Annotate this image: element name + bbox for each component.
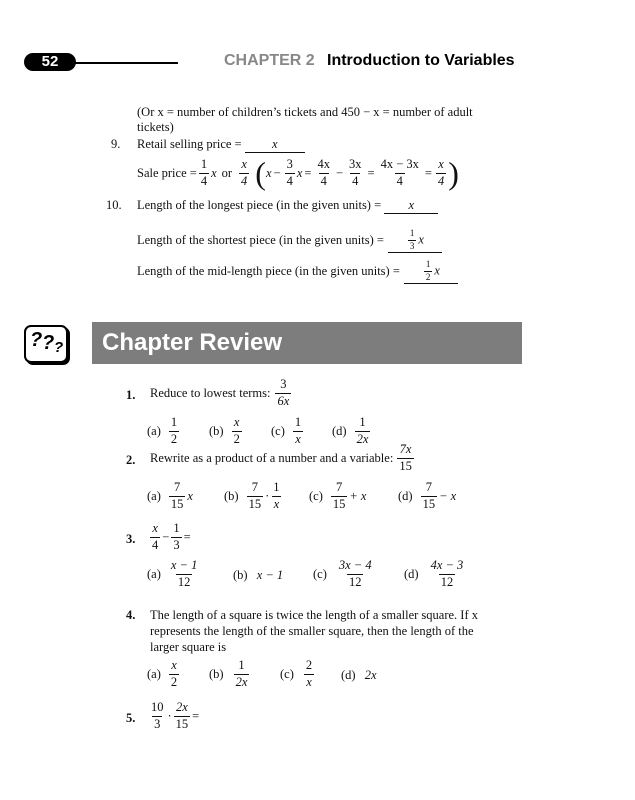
option-label: (b) xyxy=(224,488,239,503)
chapter-title: Introduction to Variables xyxy=(327,52,515,69)
denominator: 2 xyxy=(425,271,431,282)
option-label: (c) xyxy=(313,566,327,581)
numerator: x xyxy=(233,415,240,429)
q1-number: 1. xyxy=(126,388,136,402)
page-number: 52 xyxy=(24,53,76,71)
fraction xyxy=(271,481,281,512)
denominator: 12 xyxy=(440,574,454,589)
item10-number: 10. xyxy=(106,198,122,212)
retail-label: Retail selling price = xyxy=(137,137,242,151)
denominator: 15 xyxy=(170,496,184,511)
option-label: (d) xyxy=(341,668,356,682)
fraction xyxy=(337,559,374,590)
fraction xyxy=(275,378,291,409)
numerator: x xyxy=(171,658,177,672)
question-glyph: ? xyxy=(30,329,43,351)
q5-number: 5. xyxy=(126,711,136,725)
equals-sign: = xyxy=(192,708,200,723)
option-label: (a) xyxy=(147,666,161,681)
variable: x xyxy=(211,165,217,180)
fraction xyxy=(315,158,332,189)
or-word: or xyxy=(221,165,233,180)
fraction xyxy=(232,416,242,447)
question-marks-icon xyxy=(24,325,68,363)
denominator: x xyxy=(273,496,280,511)
q4-option-c xyxy=(280,659,316,690)
equals-sign: = xyxy=(183,529,191,544)
option-label: (d) xyxy=(398,488,413,503)
fraction xyxy=(436,158,446,189)
denominator: 4 xyxy=(241,173,248,188)
equals-sign: = xyxy=(424,165,432,180)
retail-value: x xyxy=(245,137,305,153)
fraction xyxy=(149,701,166,732)
item9-sale-line xyxy=(137,157,459,189)
denominator: 4 xyxy=(152,537,159,552)
q4-number: 4. xyxy=(126,608,136,622)
q4-text-line3: larger square is xyxy=(150,640,227,654)
numerator: x xyxy=(241,156,247,171)
denominator: 4 xyxy=(286,173,293,188)
question-glyph: ? xyxy=(54,339,64,356)
denominator: 3 xyxy=(154,716,161,731)
denominator: 15 xyxy=(175,716,189,731)
numerator: 1 xyxy=(238,658,245,672)
q5-expression xyxy=(147,701,199,732)
q3-option-b xyxy=(233,568,283,583)
numerator: 1 xyxy=(409,228,415,238)
numerator: 4x − 3x xyxy=(380,156,419,171)
fraction xyxy=(429,559,466,590)
denominator: 2x xyxy=(235,674,248,689)
numerator: 1 xyxy=(425,259,431,269)
denominator: 2 xyxy=(170,431,178,446)
fraction xyxy=(408,229,417,252)
fraction xyxy=(331,481,348,512)
q3-option-a xyxy=(147,559,201,590)
fraction xyxy=(169,559,199,590)
dot-operator: · xyxy=(167,708,172,723)
item8-continuation-line1: (Or x = number of children’s tickets and 450 − x = number of adult xyxy=(137,105,473,119)
numerator: 4x xyxy=(317,156,330,171)
header-rule xyxy=(70,62,178,64)
numerator: 1 xyxy=(359,415,366,429)
fraction xyxy=(171,522,181,553)
equals-sign: = xyxy=(367,165,375,180)
denominator: 4 xyxy=(396,173,403,188)
denominator: 6x xyxy=(277,393,290,408)
q2-number: 2. xyxy=(126,453,136,467)
item9-number: 9. xyxy=(111,137,121,151)
fraction xyxy=(234,659,250,690)
longest-label: Length of the longest piece (in the given units) = xyxy=(137,198,382,212)
fraction xyxy=(421,481,438,512)
numerator: 1 xyxy=(170,415,178,429)
numerator: x xyxy=(438,156,444,171)
fraction xyxy=(169,659,179,690)
fraction xyxy=(169,416,179,447)
numerator: 1 xyxy=(200,156,208,171)
shortest-value xyxy=(388,229,442,253)
equals-sign: = xyxy=(304,165,312,180)
fraction xyxy=(174,701,191,732)
numerator: 3x − 4 xyxy=(338,558,372,572)
fraction xyxy=(285,158,295,189)
numerator: 3 xyxy=(280,377,287,391)
fraction xyxy=(199,158,209,189)
q4-option-b xyxy=(209,659,251,690)
option-suffix: x xyxy=(187,488,193,503)
denominator: 12 xyxy=(348,574,362,589)
numerator: 7 xyxy=(174,480,181,494)
denominator: 2 xyxy=(233,431,240,446)
q2-option-d xyxy=(398,481,456,512)
q3-option-d xyxy=(404,559,467,590)
item9-retail-line xyxy=(137,137,305,153)
q2-option-a xyxy=(147,481,193,512)
q1-prompt xyxy=(150,378,293,409)
longest-value: x xyxy=(384,198,438,214)
q4-option-d xyxy=(341,668,377,683)
q3-number: 3. xyxy=(126,532,136,546)
denominator: 3 xyxy=(173,537,180,552)
q4-text-line1: The length of a square is twice the length of a smaller square. If x xyxy=(150,608,479,622)
denominator: 4 xyxy=(320,173,327,188)
item8-continuation-line2: tickets) xyxy=(137,120,174,134)
option-label: (b) xyxy=(233,568,248,582)
option-label: (c) xyxy=(280,666,294,681)
numerator: 1 xyxy=(273,480,280,494)
question-glyph: ? xyxy=(42,332,55,354)
denominator: 15 xyxy=(399,458,412,473)
q1-text: Reduce to lowest terms: xyxy=(150,385,271,400)
option-text: 2x xyxy=(364,668,377,682)
q2-prompt xyxy=(150,443,416,474)
chapter-review-heading: Chapter Review xyxy=(92,322,522,364)
chapter-label: CHAPTER 2 xyxy=(224,52,315,69)
fraction xyxy=(239,158,249,189)
option-text: x − 1 xyxy=(256,568,284,582)
numerator: 2x xyxy=(176,700,188,714)
option-label: (c) xyxy=(271,423,285,438)
shortest-label: Length of the shortest piece (in the given units) = xyxy=(137,233,384,248)
q4-option-a xyxy=(147,659,181,690)
denominator: 3 xyxy=(409,240,415,251)
numerator: 7 xyxy=(336,480,343,494)
fraction xyxy=(293,416,303,447)
mid-label: Length of the mid-length piece (in the given units) = xyxy=(137,264,400,279)
numerator: 2 xyxy=(305,658,313,672)
numerator: 7 xyxy=(425,480,432,494)
fraction xyxy=(424,260,433,283)
denominator: 2 xyxy=(170,674,178,689)
q1-option-c xyxy=(271,416,305,447)
variable: x xyxy=(265,165,272,180)
variable: x xyxy=(418,232,424,247)
mid-value xyxy=(404,260,458,284)
q1-option-d xyxy=(332,416,372,447)
fraction xyxy=(355,416,371,447)
denominator: 15 xyxy=(332,496,346,511)
fraction xyxy=(150,522,160,553)
right-paren: ) xyxy=(448,155,459,191)
option-label: (a) xyxy=(147,488,161,503)
minus-sign: − xyxy=(162,529,170,544)
option-label: (b) xyxy=(209,423,224,438)
fraction xyxy=(379,158,421,189)
denominator: 15 xyxy=(248,496,262,511)
option-label: (b) xyxy=(209,666,224,681)
item10-longest-line xyxy=(137,198,438,214)
variable: x xyxy=(434,263,440,278)
option-label: (d) xyxy=(404,566,419,581)
option-suffix: + x xyxy=(349,488,367,503)
numerator: 1 xyxy=(294,415,302,429)
option-label: (a) xyxy=(147,423,161,438)
denominator: 12 xyxy=(177,574,191,589)
option-label: (a) xyxy=(147,566,161,581)
numerator: x xyxy=(152,521,158,535)
option-label: (c) xyxy=(309,488,323,503)
option-suffix: − x xyxy=(439,488,457,503)
variable: x xyxy=(296,165,303,180)
q1-option-b xyxy=(209,416,244,447)
q2-option-c xyxy=(309,481,366,512)
dot-operator: · xyxy=(265,488,270,503)
denominator: 15 xyxy=(422,496,436,511)
fraction xyxy=(397,443,414,474)
left-paren: ( xyxy=(255,155,266,191)
numerator: 4x − 3 xyxy=(430,558,464,572)
numerator: 3x xyxy=(349,156,362,171)
numerator: 3 xyxy=(286,156,293,171)
fraction xyxy=(347,158,364,189)
denominator: 4 xyxy=(200,173,208,188)
numerator: 1 xyxy=(173,521,180,535)
numerator: 7 xyxy=(251,480,258,494)
q4-text-line2: represents the length of the smaller square, then the length of the xyxy=(150,624,474,638)
option-label: (d) xyxy=(332,423,347,438)
item10-mid-line xyxy=(137,260,458,284)
minus-sign: − xyxy=(273,165,281,180)
fraction xyxy=(304,659,314,690)
fraction xyxy=(169,481,186,512)
q2-option-b xyxy=(224,481,284,512)
item10-shortest-line xyxy=(137,229,442,253)
numerator: 7x xyxy=(399,442,412,456)
denominator: 4 xyxy=(352,173,359,188)
q3-expression xyxy=(148,522,191,553)
minus-sign: − xyxy=(335,165,344,180)
fraction xyxy=(247,481,264,512)
sale-label: Sale price = xyxy=(137,165,197,180)
numerator: x − 1 xyxy=(170,558,198,572)
q3-option-c xyxy=(313,559,376,590)
numerator: 10 xyxy=(151,700,164,714)
denominator: x xyxy=(295,431,301,446)
q1-option-a xyxy=(147,416,181,447)
q2-text: Rewrite as a product of a number and a variable: xyxy=(150,450,394,465)
denominator: 2x xyxy=(356,431,369,446)
denominator: x xyxy=(306,674,312,689)
denominator: 4 xyxy=(437,173,445,188)
